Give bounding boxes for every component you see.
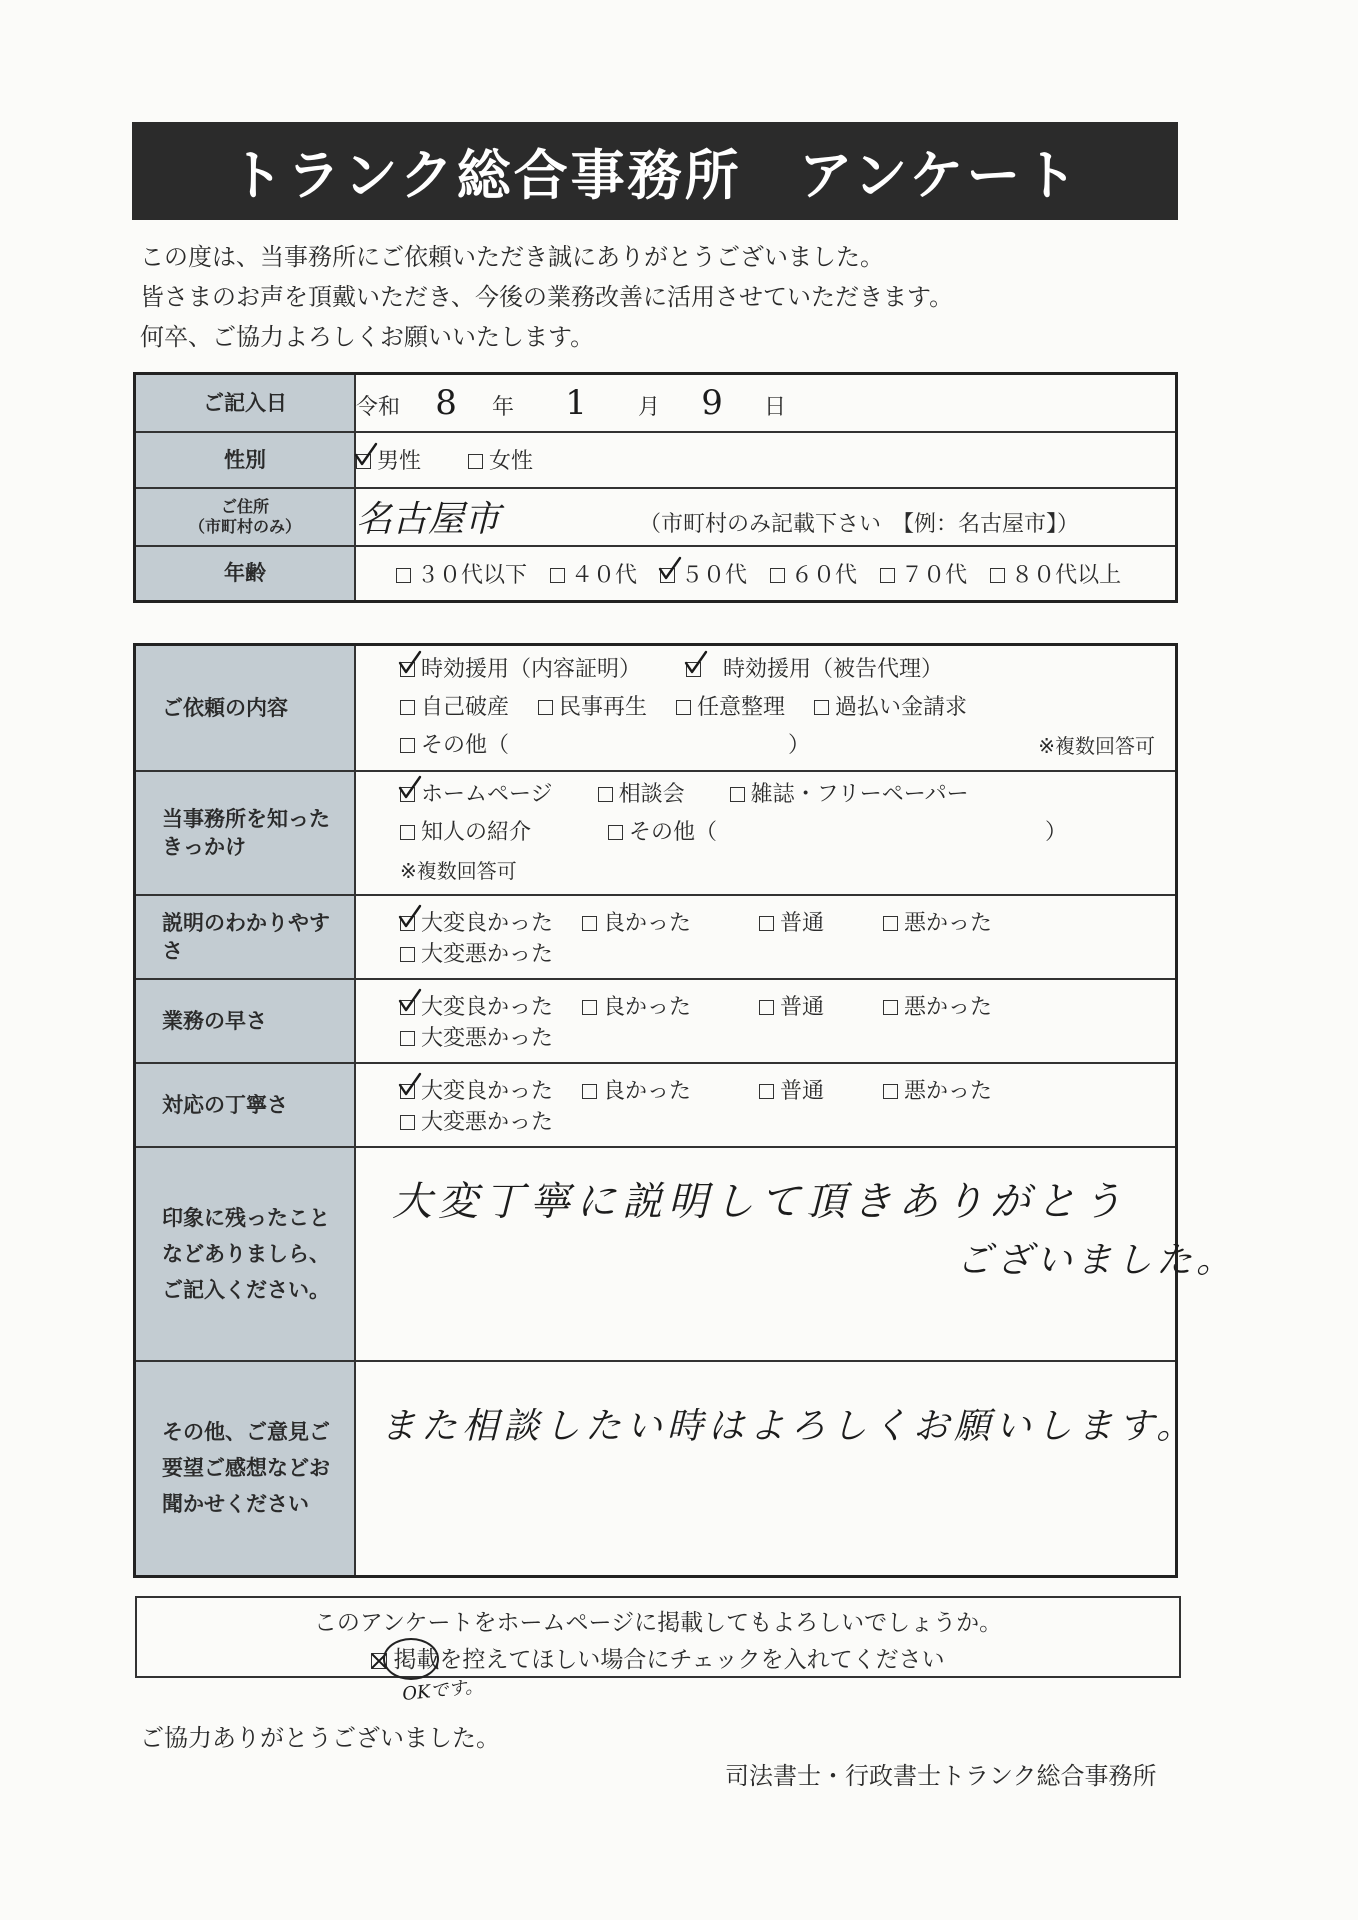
- checkbox[interactable]: [770, 568, 785, 583]
- checkbox[interactable]: [400, 662, 415, 677]
- request-option[interactable]: [400, 689, 509, 727]
- option-label: 悪かった: [904, 994, 993, 1020]
- checkbox[interactable]: [400, 700, 415, 715]
- source-option[interactable]: [608, 814, 717, 852]
- source-option[interactable]: [598, 776, 685, 814]
- year-value: 8: [435, 382, 457, 423]
- rating-option[interactable]: [400, 990, 575, 1021]
- impression-label-line-3: ご記入ください。: [162, 1277, 330, 1302]
- address-field[interactable]: [355, 488, 1177, 546]
- other-label-line-3: 聞かせください: [162, 1492, 309, 1517]
- gender-option-female[interactable]: [468, 444, 533, 475]
- option-label: 時効援用（内容証明）: [421, 656, 642, 682]
- checkbox[interactable]: [883, 1000, 898, 1015]
- rating-options-politeness: [355, 1063, 1177, 1147]
- option-label: 良かった: [603, 994, 692, 1020]
- source-label-line-2: きっかけ: [162, 834, 246, 859]
- request-option[interactable]: [676, 689, 785, 727]
- checkbox[interactable]: [396, 568, 411, 583]
- gender-label: 性別: [135, 432, 356, 488]
- option-label: 知人の紹介: [421, 819, 532, 845]
- option-label: 大変良かった: [421, 1078, 554, 1104]
- checkbox[interactable]: [468, 454, 483, 469]
- era: 令和: [356, 394, 401, 420]
- checkbox[interactable]: [686, 662, 701, 677]
- intro-line-2: 皆さまのお声を頂戴いただき、今後の業務改善に活用させていただきます。: [140, 283, 954, 311]
- option-label: ３０代以下: [417, 562, 528, 588]
- checkbox[interactable]: [400, 738, 415, 753]
- survey-table: [133, 643, 1237, 1578]
- option-label: 大変悪かった: [421, 941, 554, 967]
- option-label: 男性: [377, 449, 422, 474]
- address-label-sub: （市町村のみ）: [188, 516, 301, 536]
- checkbox[interactable]: [598, 787, 613, 802]
- option-label: 任意整理: [697, 694, 786, 720]
- other-label-line-1: その他、ご意見ご: [162, 1420, 330, 1445]
- option-label: ホームページ: [421, 781, 553, 807]
- checkbox[interactable]: [608, 825, 623, 840]
- checkbox[interactable]: [582, 1084, 597, 1099]
- rating-option[interactable]: [759, 1074, 876, 1105]
- request-label: ご依頼の内容: [135, 645, 356, 771]
- gender-option-male[interactable]: [356, 444, 421, 475]
- checkbox[interactable]: [660, 568, 675, 583]
- option-label: ４０代: [571, 562, 638, 588]
- year-unit: 年: [492, 394, 515, 420]
- handwritten-circle: [383, 1638, 439, 1680]
- intro-line-1: この度は、当事務所にご依頼いただき誠にありがとうございました。: [140, 243, 884, 271]
- rating-option[interactable]: [400, 1105, 553, 1136]
- option-label: 普通: [780, 1078, 825, 1104]
- address-value: 名古屋市: [356, 499, 501, 540]
- impression-answer[interactable]: [355, 1147, 1237, 1361]
- option-label: 大変悪かった: [421, 1109, 554, 1135]
- rating-option[interactable]: [400, 937, 553, 968]
- date-field[interactable]: [355, 374, 1177, 432]
- checkbox[interactable]: [400, 787, 415, 802]
- rating-label-line-2: さ: [162, 938, 183, 963]
- office-signature: 司法書士・行政書士トランク総合事務所: [725, 1762, 1157, 1790]
- source-field: [355, 771, 1177, 895]
- age-label: 年齢: [135, 546, 356, 602]
- checkbox[interactable]: [400, 947, 415, 962]
- day-unit: 日: [764, 394, 787, 420]
- checkbox[interactable]: [582, 916, 597, 931]
- gender-field: [355, 432, 1177, 488]
- survey-title: トランク総合事務所 アンケート: [132, 122, 1178, 220]
- option-label: ８０代以上: [1011, 562, 1122, 588]
- option-label: 女性: [489, 449, 534, 474]
- rating-options-explanation: [355, 895, 1177, 979]
- source-option[interactable]: [400, 814, 531, 852]
- thanks-text: ご協力ありがとうございました。: [140, 1724, 500, 1752]
- publish-checkbox-row[interactable]: [137, 1641, 1179, 1674]
- checkbox[interactable]: [400, 825, 415, 840]
- checkbox[interactable]: [356, 454, 371, 469]
- checkbox[interactable]: [550, 568, 565, 583]
- source-label: [135, 771, 356, 895]
- source-option[interactable]: [730, 776, 969, 814]
- checkbox[interactable]: [400, 1084, 415, 1099]
- impression-label-line-1: 印象に残ったこと: [162, 1205, 330, 1230]
- rating-label-line-1: 説明のわかりやす: [162, 910, 330, 935]
- option-label: 大変良かった: [421, 910, 554, 936]
- month-unit: 月: [638, 394, 661, 420]
- request-field: [355, 645, 1177, 771]
- other-label-line-2: 要望ご感想などお: [162, 1456, 330, 1481]
- option-label: 時効援用（被告代理）: [723, 656, 944, 682]
- rating-option[interactable]: [400, 1074, 575, 1105]
- close-paren: ）: [1045, 819, 1068, 845]
- checkbox[interactable]: [883, 1084, 898, 1099]
- rating-option[interactable]: [759, 990, 876, 1021]
- date-label: ご記入日: [135, 374, 356, 432]
- checkbox[interactable]: [582, 1000, 597, 1015]
- option-label: 普通: [780, 910, 825, 936]
- option-label: 大変悪かった: [421, 1025, 554, 1051]
- option-label: 良かった: [603, 1078, 692, 1104]
- request-option[interactable]: [538, 689, 647, 727]
- option-label: ６０代: [791, 562, 858, 588]
- rating-label-speed: 業務の早さ: [135, 979, 356, 1063]
- rating-option[interactable]: [759, 906, 876, 937]
- rating-label-explanation: [135, 895, 356, 979]
- multi-answer-note: ※複数回答可: [400, 858, 517, 883]
- rating-option[interactable]: [400, 906, 575, 937]
- month-value: 1: [565, 382, 587, 423]
- option-label: 良かった: [603, 910, 692, 936]
- option-label: 民事再生: [559, 694, 648, 720]
- publish-handwritten-note: OKです。: [401, 1675, 484, 1706]
- other-text: また相談したい時はよろしくお願いします。: [380, 1405, 1198, 1447]
- checkbox[interactable]: [759, 916, 774, 931]
- source-option[interactable]: [400, 776, 553, 814]
- checkbox[interactable]: [814, 700, 829, 715]
- multi-answer-note: ※複数回答可: [1038, 733, 1155, 758]
- rating-option[interactable]: [582, 990, 752, 1021]
- option-label: 悪かった: [904, 1078, 993, 1104]
- rating-option[interactable]: [582, 1074, 752, 1105]
- age-option[interactable]: [990, 558, 1121, 589]
- age-option[interactable]: [770, 558, 857, 589]
- rating-option[interactable]: [400, 1021, 553, 1052]
- request-option[interactable]: [400, 651, 641, 689]
- publish-checkbox-label: 掲載を控えてほしい場合にチェックを入れてください: [393, 1647, 945, 1673]
- checkbox[interactable]: [990, 568, 1005, 583]
- checkbox[interactable]: [400, 1115, 415, 1130]
- publish-box: [135, 1596, 1181, 1678]
- other-answer[interactable]: [355, 1361, 1198, 1577]
- checkbox[interactable]: [880, 568, 895, 583]
- request-option[interactable]: [400, 727, 509, 765]
- address-label-main: ご住所: [220, 496, 269, 516]
- other-label: [135, 1361, 356, 1577]
- checkbox[interactable]: [400, 1000, 415, 1015]
- impression-line-1: 大変丁寧に説明して頂きありがとう: [392, 1178, 1128, 1225]
- checkbox[interactable]: [730, 787, 745, 802]
- address-note: （市町村のみ記載下さい 【例：名古屋市】）: [639, 512, 1080, 537]
- option-label: 悪かった: [904, 910, 993, 936]
- address-label: [135, 488, 356, 546]
- checkbox[interactable]: [759, 1084, 774, 1099]
- option-label: その他（: [421, 732, 510, 758]
- impression-label-line-2: などありましら、: [162, 1241, 330, 1266]
- age-option[interactable]: [880, 558, 967, 589]
- option-label: 相談会: [618, 781, 685, 807]
- option-label: 普通: [780, 994, 825, 1020]
- option-label: その他（: [629, 819, 718, 845]
- publish-question: このアンケートをホームページに掲載してもよろしいでしょうか。: [313, 1610, 1003, 1636]
- request-option[interactable]: [686, 651, 943, 689]
- close-paren: ）: [788, 732, 811, 758]
- option-label: 自己破産: [421, 694, 510, 720]
- request-option[interactable]: [814, 689, 967, 727]
- impression-label: [135, 1147, 356, 1361]
- checkbox[interactable]: [538, 700, 553, 715]
- option-label: ７０代: [901, 562, 968, 588]
- day-value: 9: [701, 382, 723, 423]
- rating-options-speed: [355, 979, 1177, 1063]
- option-label: ５０代: [681, 562, 748, 588]
- rating-option[interactable]: [883, 1074, 1038, 1105]
- checkbox[interactable]: [676, 700, 691, 715]
- basic-info-table: [133, 372, 1178, 603]
- option-label: 過払い金請求: [835, 694, 968, 720]
- age-field: [355, 546, 1177, 602]
- age-option[interactable]: [550, 558, 637, 589]
- age-option[interactable]: [660, 558, 747, 589]
- checkbox[interactable]: [400, 1031, 415, 1046]
- checkbox[interactable]: [883, 916, 898, 931]
- age-option[interactable]: [396, 558, 527, 589]
- intro-line-3: 何卒、ご協力よろしくお願いいたします。: [140, 323, 595, 351]
- rating-label-politeness: 対応の丁寧さ: [135, 1063, 356, 1147]
- source-label-line-1: 当事務所を知った: [162, 806, 330, 831]
- rating-option[interactable]: [883, 906, 1038, 937]
- option-label: 雑誌・フリーペーパー: [750, 781, 969, 807]
- checkbox[interactable]: [759, 1000, 774, 1015]
- rating-option[interactable]: [883, 990, 1038, 1021]
- impression-line-2: ございました。: [956, 1239, 1237, 1281]
- rating-option[interactable]: [582, 906, 752, 937]
- checkbox[interactable]: [400, 916, 415, 931]
- option-label: 大変良かった: [421, 994, 554, 1020]
